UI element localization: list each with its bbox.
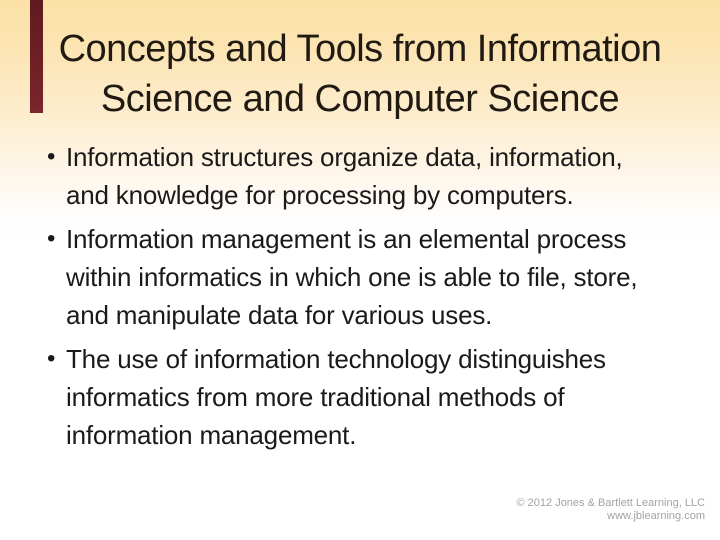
- bullet-text: The use of information technology distinguishes informatics from more traditional methods of information management.: [66, 344, 606, 450]
- website-line: www.jblearning.com: [607, 510, 705, 522]
- list-item: [47, 340, 720, 454]
- bullet-icon: •: [47, 225, 56, 252]
- bullet-text: Information management is an elemental process within informatics in which one is able to file, store, and manipulate data for various uses.: [66, 224, 638, 330]
- bullet-list: [0, 138, 720, 454]
- list-item: [47, 220, 720, 334]
- bullet-text: Information structures organize data, information, and knowledge for processing by computers.: [66, 142, 623, 210]
- list-item: [47, 138, 720, 214]
- copyright-footer: [517, 497, 706, 523]
- bullet-icon: •: [47, 143, 56, 170]
- bullet-icon: •: [47, 345, 56, 372]
- slide-title: Concepts and Tools from Information Science and Computer Science: [58, 28, 662, 120]
- copyright-line: © 2012 Jones & Bartlett Learning, LLC: [516, 497, 705, 509]
